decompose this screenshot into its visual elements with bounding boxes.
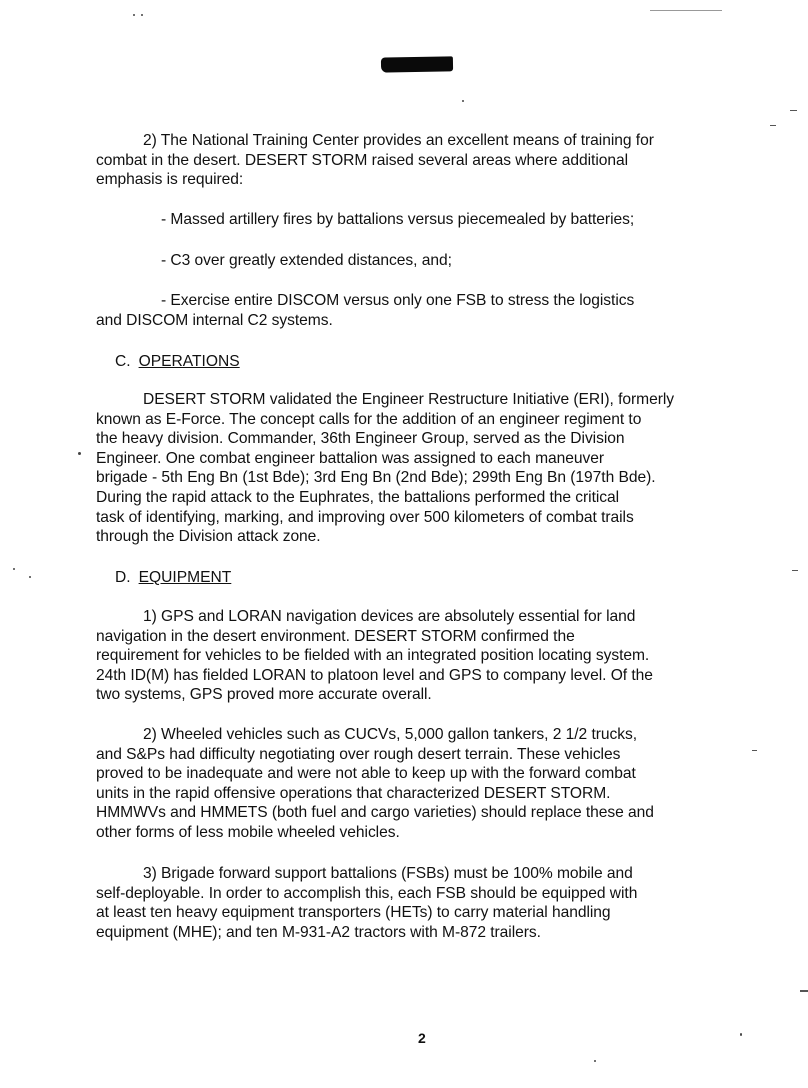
text-line: 2) Wheeled vehicles such as CUCVs, 5,000 gallon tankers, 2 1/2 trucks, xyxy=(143,726,638,743)
text-line: HMMWVs and HMMETS (both fuel and cargo varieties) should replace these and xyxy=(96,804,654,822)
scan-mark xyxy=(800,990,808,992)
scan-mark xyxy=(770,125,776,126)
text-line: units in the rapid offensive operations that characterized DESERT STORM. xyxy=(96,784,611,802)
text-line: equipment (MHE); and ten M-931-A2 tractors with M-872 trailers. xyxy=(96,923,541,941)
text-line: 24th ID(M) has fielded LORAN to platoon level and GPS to company level. Of the xyxy=(96,666,653,684)
text-line: During the rapid attack to the Euphrates, the battalions performed the critical xyxy=(96,488,620,506)
section-title: EQUIPMENT xyxy=(138,569,232,586)
scan-speck xyxy=(78,452,81,455)
text-line: at least ten heavy equipment transporters (HETs) to carry material handling xyxy=(96,904,611,922)
section-letter: C. xyxy=(115,353,131,370)
text-line: known as E-Force. The concept calls for the addition of an engineer regiment to xyxy=(96,410,642,428)
text-line: Engineer. One combat engineer battalion was assigned to each maneuver xyxy=(96,449,605,467)
section-title: OPERATIONS xyxy=(138,353,240,370)
bullet-item xyxy=(96,251,756,271)
paragraph-training-center xyxy=(96,131,756,190)
text-line: - Exercise entire DISCOM versus only one FSB to stress the logistics xyxy=(161,292,635,309)
text-line: through the Division attack zone. xyxy=(96,528,321,546)
scan-speck xyxy=(594,1060,596,1062)
text-line: DESERT STORM validated the Engineer Restructure Initiative (ERI), formerly xyxy=(143,391,675,408)
page-number: 2 xyxy=(418,1030,426,1046)
scan-speck xyxy=(133,14,135,16)
text-line: other forms of less mobile wheeled vehicles. xyxy=(96,823,400,841)
scan-speck xyxy=(13,568,15,570)
text-line: brigade - 5th Eng Bn (1st Bde); 3rd Eng Bn (2nd Bde); 299th Eng Bn (197th Bde). xyxy=(96,469,656,487)
scan-speck xyxy=(740,1033,742,1036)
section-heading-operations xyxy=(115,352,240,372)
bullet-item xyxy=(96,210,756,230)
text-line: - Massed artillery fires by battalions versus piecemealed by batteries; xyxy=(161,211,635,228)
text-line: and S&Ps had difficulty negotiating over rough desert terrain. These vehicles xyxy=(96,745,621,763)
text-line: and DISCOM internal C2 systems. xyxy=(96,311,333,329)
paragraph-equipment-2 xyxy=(96,725,756,843)
scan-mark xyxy=(650,10,722,11)
text-line: 3) Brigade forward support battalions (FSBs) must be 100% mobile and xyxy=(143,865,633,882)
text-line: emphasis is required: xyxy=(96,171,244,189)
text-line: - C3 over greatly extended distances, and; xyxy=(161,252,452,269)
text-line: navigation in the desert environment. DESERT STORM confirmed the xyxy=(96,627,575,645)
text-line: proved to be inadequate and were not able to keep up with the forward combat xyxy=(96,765,636,783)
text-line: 2) The National Training Center provides an excellent means of training for xyxy=(143,132,654,149)
text-line: 1) GPS and LORAN navigation devices are absolutely essential for land xyxy=(143,608,636,625)
text-line: two systems, GPS proved more accurate overall. xyxy=(96,686,432,704)
paragraph-operations xyxy=(96,390,756,547)
scan-mark xyxy=(790,110,797,111)
paragraph-equipment-3 xyxy=(96,864,756,942)
section-heading-equipment xyxy=(115,568,231,588)
scan-mark xyxy=(792,570,798,571)
text-line: requirement for vehicles to be fielded with an integrated position locating system. xyxy=(96,647,650,665)
text-line: combat in the desert. DESERT STORM raised several areas where additional xyxy=(96,151,629,169)
scan-speck xyxy=(462,100,464,102)
text-line: the heavy division. Commander, 36th Engineer Group, served as the Division xyxy=(96,430,625,448)
text-line: task of identifying, marking, and improving over 500 kilometers of combat trails xyxy=(96,508,634,526)
redaction-mark xyxy=(381,56,453,72)
section-letter: D. xyxy=(115,569,131,586)
scan-speck xyxy=(141,14,143,16)
scan-speck xyxy=(29,576,31,578)
text-line: self-deployable. In order to accomplish this, each FSB should be equipped with xyxy=(96,884,638,902)
bullet-item xyxy=(96,291,756,330)
paragraph-equipment-1 xyxy=(96,607,756,705)
